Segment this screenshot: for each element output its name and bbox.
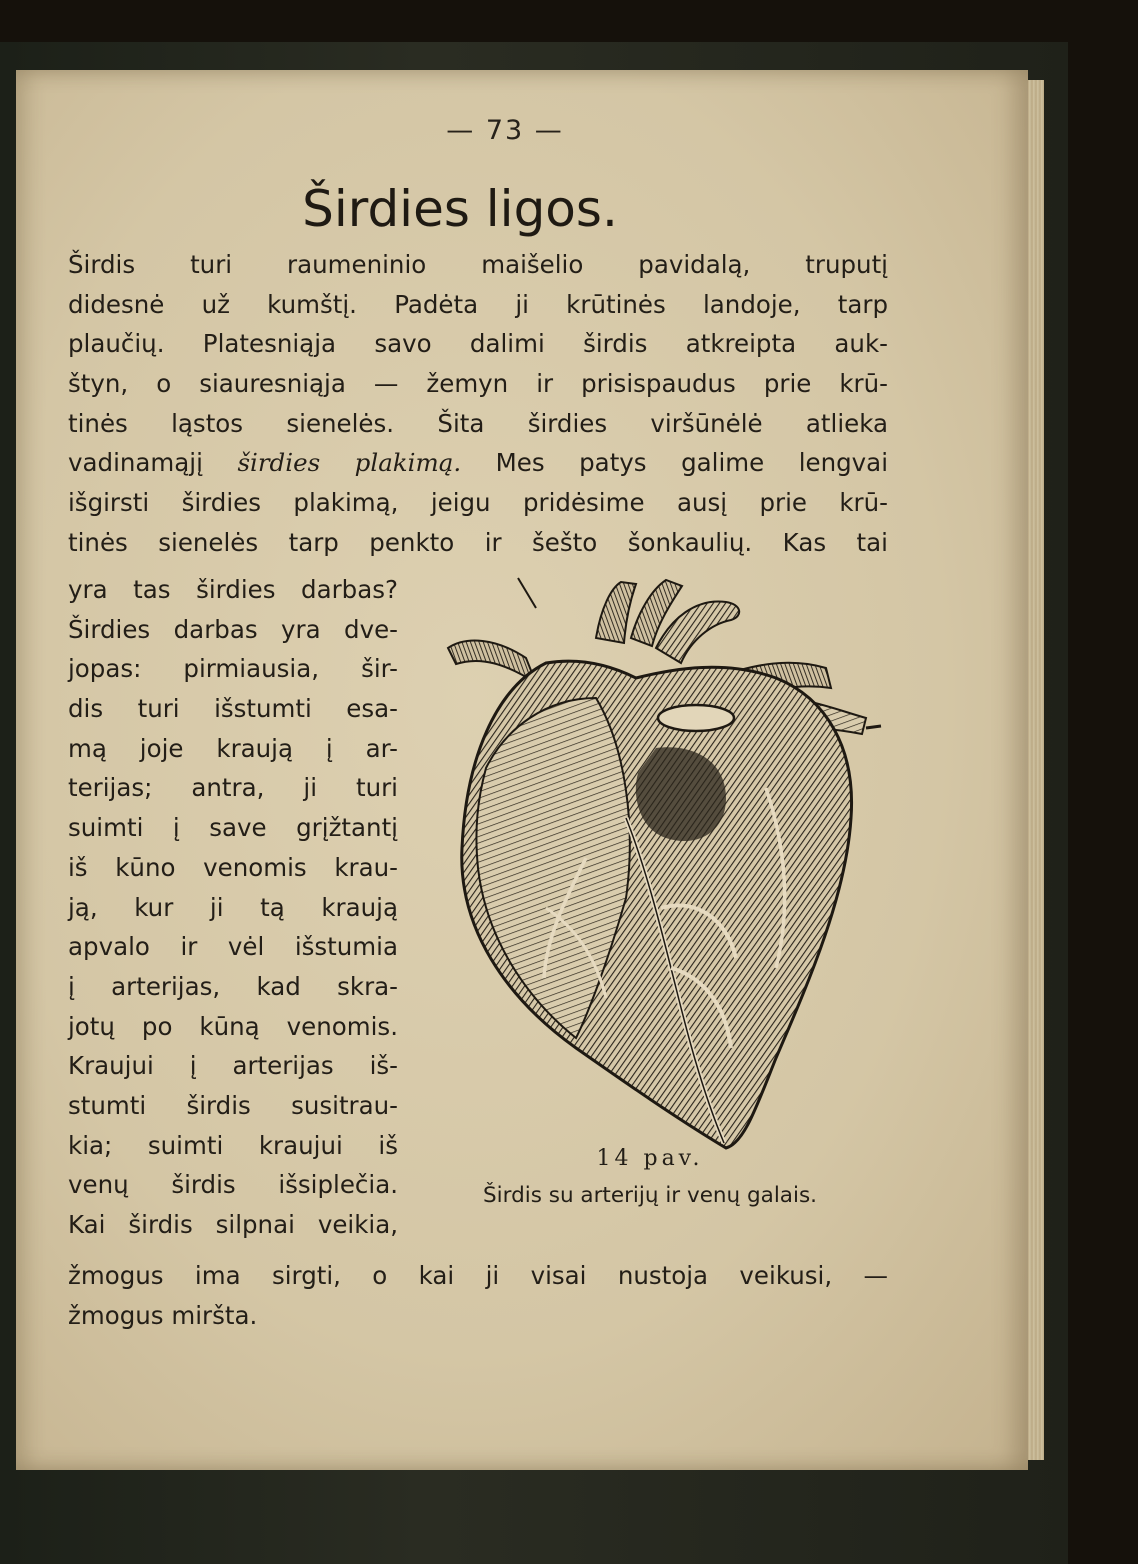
text-line: didesnė už kumštį. Padėta ji krūtinės landoje, tarp [68,289,888,319]
text-line: Kai širdis silpnai veikia, [68,1210,398,1239]
text-fragment: vadinamąjį [68,448,238,478]
page-number: — 73 — [446,115,564,146]
text-line: mą joje kraują į ar- [68,733,398,763]
text-line-with-emphasis [68,443,888,483]
text-line: jopas: pirmiausia, šir- [68,654,398,684]
emphasized-term: širdies plakimą. [237,448,462,478]
figure-caption: Širdis su arterijų ir venų galais. [483,1183,817,1208]
text-line: stumti širdis susitrau- [68,1090,398,1120]
text-line: terijas; antra, ji turi [68,773,398,803]
text-line: iš kūno venomis krau- [68,852,398,882]
text-line: tinės sienelės tarp penkto ir šešto šonkaulių. Kas tai [68,527,888,557]
section-title: Širdies ligos. [302,180,618,238]
text-line: yra tas širdies darbas? [68,575,398,604]
wrapped-paragraph [68,570,398,1245]
text-line: venų širdis išsiplečia. [68,1170,398,1200]
text-line: dis turi išstumti esa- [68,694,398,724]
text-line: tinės ląstos sienelės. Šita širdies viršūnėlė atlieka [68,408,888,438]
text-line: išgirsti širdies plakimą, jeigu pridėsime ausį prie krū- [68,488,888,518]
text-line: štyn, o siauresniąja — žemyn ir prisispaudus prie krū- [68,369,888,399]
text-line: žmogus miršta. [68,1300,258,1330]
text-line: suimti į save grįžtantį [68,813,398,843]
text-line: apvalo ir vėl išstumia [68,932,398,962]
text-line: žmogus ima sirgti, o kai ji visai nustoja veikusi, — [68,1261,888,1290]
figure-number: 14 pav. [596,1146,704,1171]
text-line: Kraujui į arterijas iš- [68,1051,398,1081]
text-line: Širdis turi raumeninio maišelio pavidalą, truputį [68,250,888,279]
closing-paragraph [68,1256,888,1335]
text-line: kia; suimti kraujui iš [68,1130,398,1160]
text-line: ją, kur ji tą kraują [68,892,398,922]
text-line: Širdies darbas yra dve- [68,614,398,644]
text-fragment: Mes patys galime lengvai [461,448,888,478]
heart-illustration [426,568,886,1154]
text-line: plaučių. Platesniąja savo dalimi širdis atkreipta auk- [68,329,888,359]
text-line: į arterijas, kad skra- [68,971,398,1001]
text-line: jotų po kūną venomis. [68,1011,398,1041]
intro-paragraph [68,245,888,563]
